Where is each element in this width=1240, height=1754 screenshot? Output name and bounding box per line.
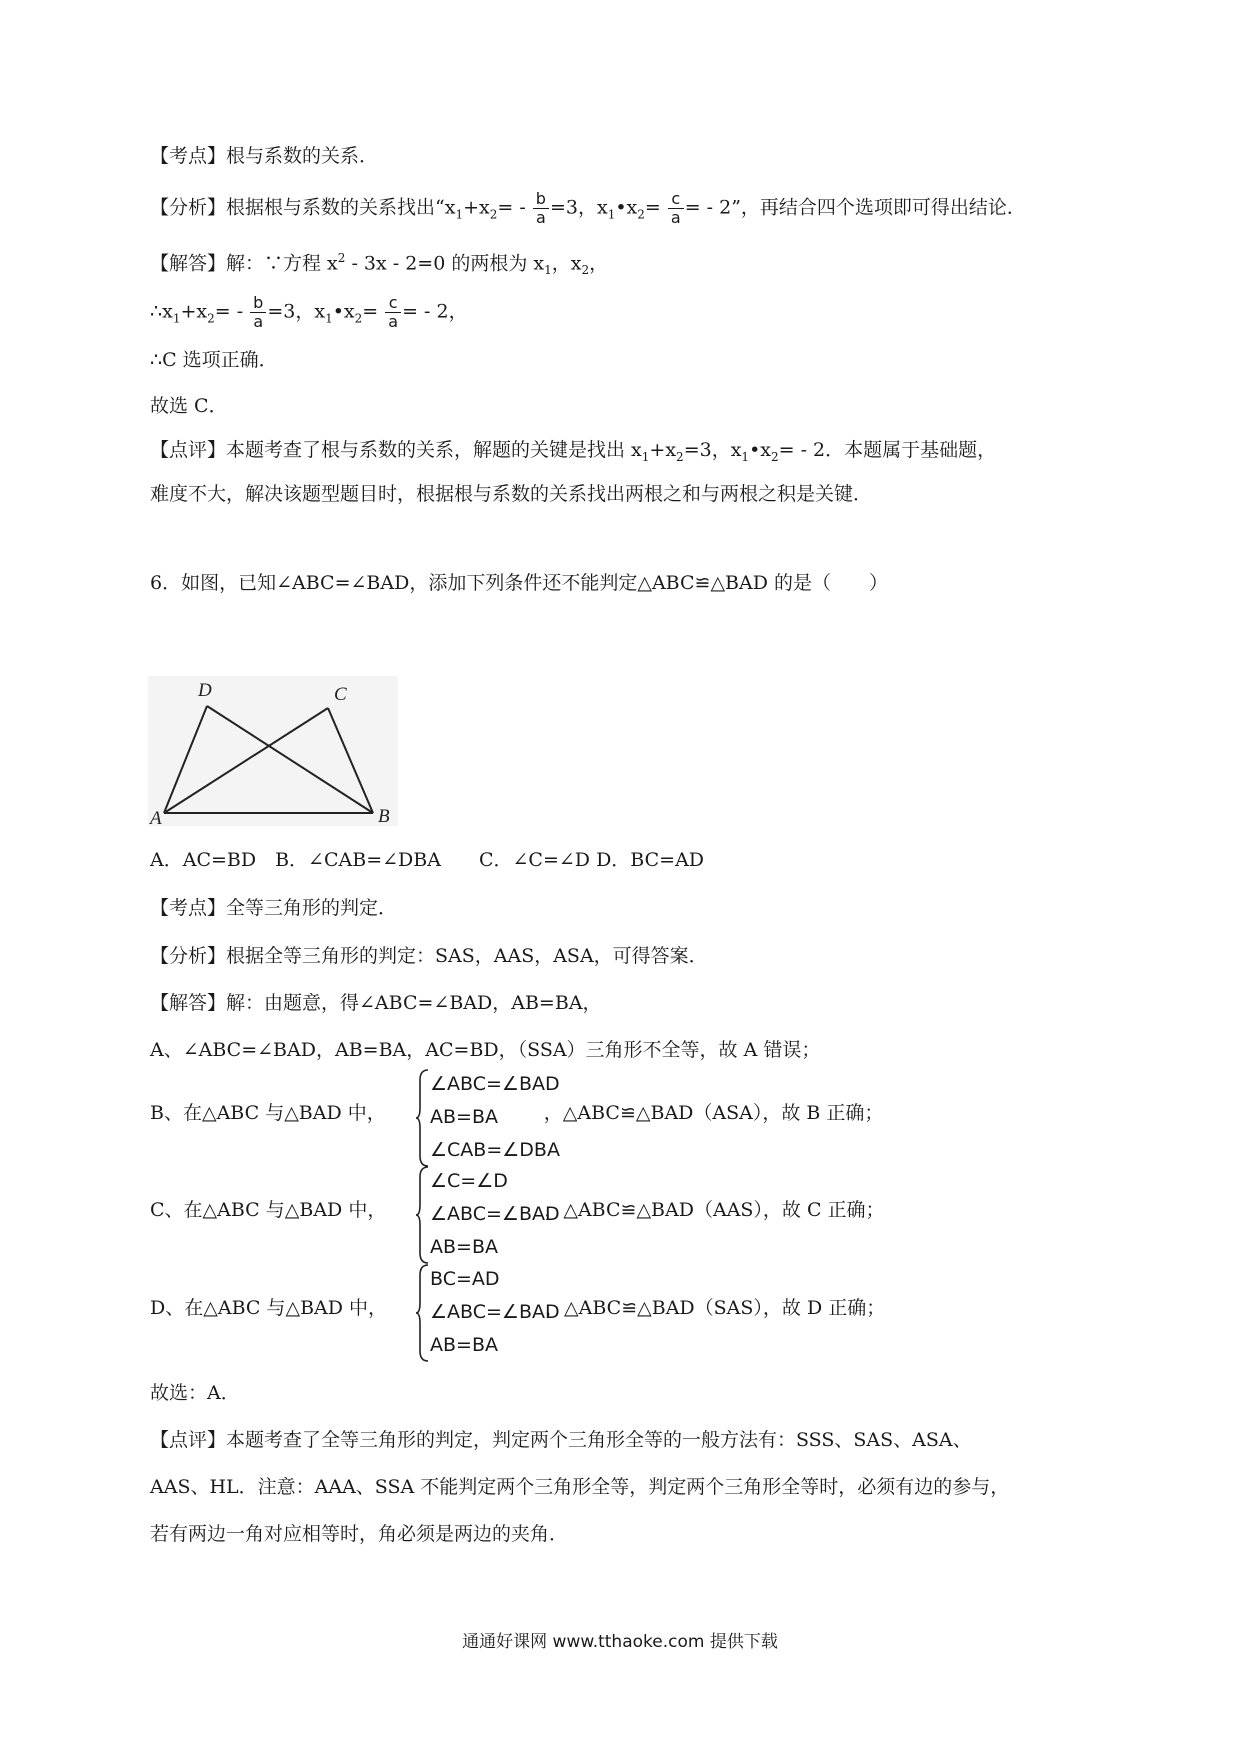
triangle-figure bbox=[148, 676, 398, 830]
fraction-b-over-a-2: $\frac{b}{a}$ bbox=[250, 294, 266, 331]
option-d-analysis: D、在△ABC 与△BAD 中， ，△ABC≌△BAD（SAS），故 D 正确； bbox=[150, 1297, 886, 1319]
answer-c-line: 故选 C． bbox=[150, 395, 228, 417]
label-c: C bbox=[334, 684, 347, 705]
jieda-line-2: 【解答】解：由题意，得∠ABC=∠BAD，AB=BA， bbox=[150, 992, 602, 1014]
fenxi-line-1: 【分析】根据根与系数的关系找出“$x_1+x_2=$ - $\frac{b}{a}$ =3，$x_1•x_2=$ $\frac{c}{a}$ = - 2”，再结合四个选项即可得出结论． bbox=[150, 189, 1026, 227]
system-c-row: ∠ABC=∠BAD bbox=[430, 1203, 560, 1225]
dianping-line-2c: 若有两边一角对应相等时，角必须是两边的夹角． bbox=[150, 1523, 569, 1545]
therefore-line-1: $\therefore x_1+x_2=$ - $\frac{b}{a}$ =3，$x_1•x_2=$ $\frac{c}{a}$ = - 2， bbox=[150, 293, 468, 331]
page-footer: 通通好课网 www.tthaoke.com 提供下载 bbox=[462, 1632, 778, 1652]
fraction-c-over-a: $\frac{c}{a}$ bbox=[668, 190, 684, 227]
fraction-c-over-a-2: $\frac{c}{a}$ bbox=[385, 294, 401, 331]
label-d: D bbox=[198, 680, 212, 701]
option-c-analysis: C、在△ABC 与△BAD 中， ，△ABC≌△BAD（AAS），故 C 正确； bbox=[150, 1199, 885, 1221]
kaodian-heading-2: 【考点】全等三角形的判定． bbox=[150, 897, 398, 919]
fraction-b-over-a: $\frac{b}{a}$ bbox=[533, 190, 549, 227]
option-a-analysis: A、∠ABC=∠BAD，AB=BA，AC=BD，（SSA）三角形不全等，故 A 错误； bbox=[150, 1039, 821, 1061]
question-6: 6．如图，已知∠ABC=∠BAD，添加下列条件还不能判定△ABC≌△BAD 的是（ ） bbox=[150, 572, 889, 594]
option-b-analysis: B、在△ABC 与△BAD 中， ，△ABC≌△BAD（ASA），故 B 正确； bbox=[150, 1102, 884, 1124]
options-line: A．AC=BD B．∠CAB=∠DBA C．∠C=∠D D．BC=AD bbox=[150, 849, 705, 871]
system-d-row: ∠ABC=∠BAD bbox=[430, 1301, 560, 1323]
c-correct-line: ∴C 选项正确． bbox=[150, 349, 278, 371]
dianping-line-2a: 【点评】本题考查了全等三角形的判定，判定两个三角形全等的一般方法有：SSS、SAS、ASA、 bbox=[150, 1429, 972, 1451]
label-b: B bbox=[378, 806, 390, 826]
system-d bbox=[416, 1263, 576, 1363]
system-b bbox=[416, 1068, 576, 1168]
system-b-row: ∠CAB=∠DBA bbox=[430, 1139, 560, 1161]
system-c bbox=[416, 1165, 576, 1265]
system-c-row: AB=BA bbox=[430, 1236, 498, 1258]
dianping-line-1b: 难度不大，解决该题型题目时，根据根与系数的关系找出两根之和与两根之积是关键． bbox=[150, 483, 873, 505]
system-d-row: AB=BA bbox=[430, 1334, 498, 1356]
system-b-row: ∠ABC=∠BAD bbox=[430, 1073, 560, 1095]
system-b-row: AB=BA bbox=[430, 1106, 498, 1128]
kaodian-heading-1: 【考点】根与系数的关系． bbox=[150, 145, 379, 167]
jieda-line-1: 【解答】解：∵方程 $x^2 - 3x - 2=0$ 的两根为 $x_1$，$x_2$， bbox=[150, 251, 609, 278]
answer-a-line: 故选：A． bbox=[150, 1382, 240, 1404]
system-d-row: BC=AD bbox=[430, 1268, 500, 1290]
system-c-row: ∠C=∠D bbox=[430, 1170, 508, 1192]
label-a: A bbox=[150, 808, 162, 826]
dianping-line-2b: AAS、HL．注意：AAA、SSA 不能判定两个三角形全等，判定两个三角形全等时，必须有边的参与， bbox=[150, 1476, 1010, 1498]
fenxi-line-2: 【分析】根据全等三角形的判定：SAS，AAS，ASA，可得答案． bbox=[150, 945, 708, 967]
dianping-line-1a: 【点评】本题考查了根与系数的关系，解题的关键是找出 $x_1+x_2=3$，$x_1•x_2= - 2$．本题属于基础题， bbox=[150, 439, 997, 464]
